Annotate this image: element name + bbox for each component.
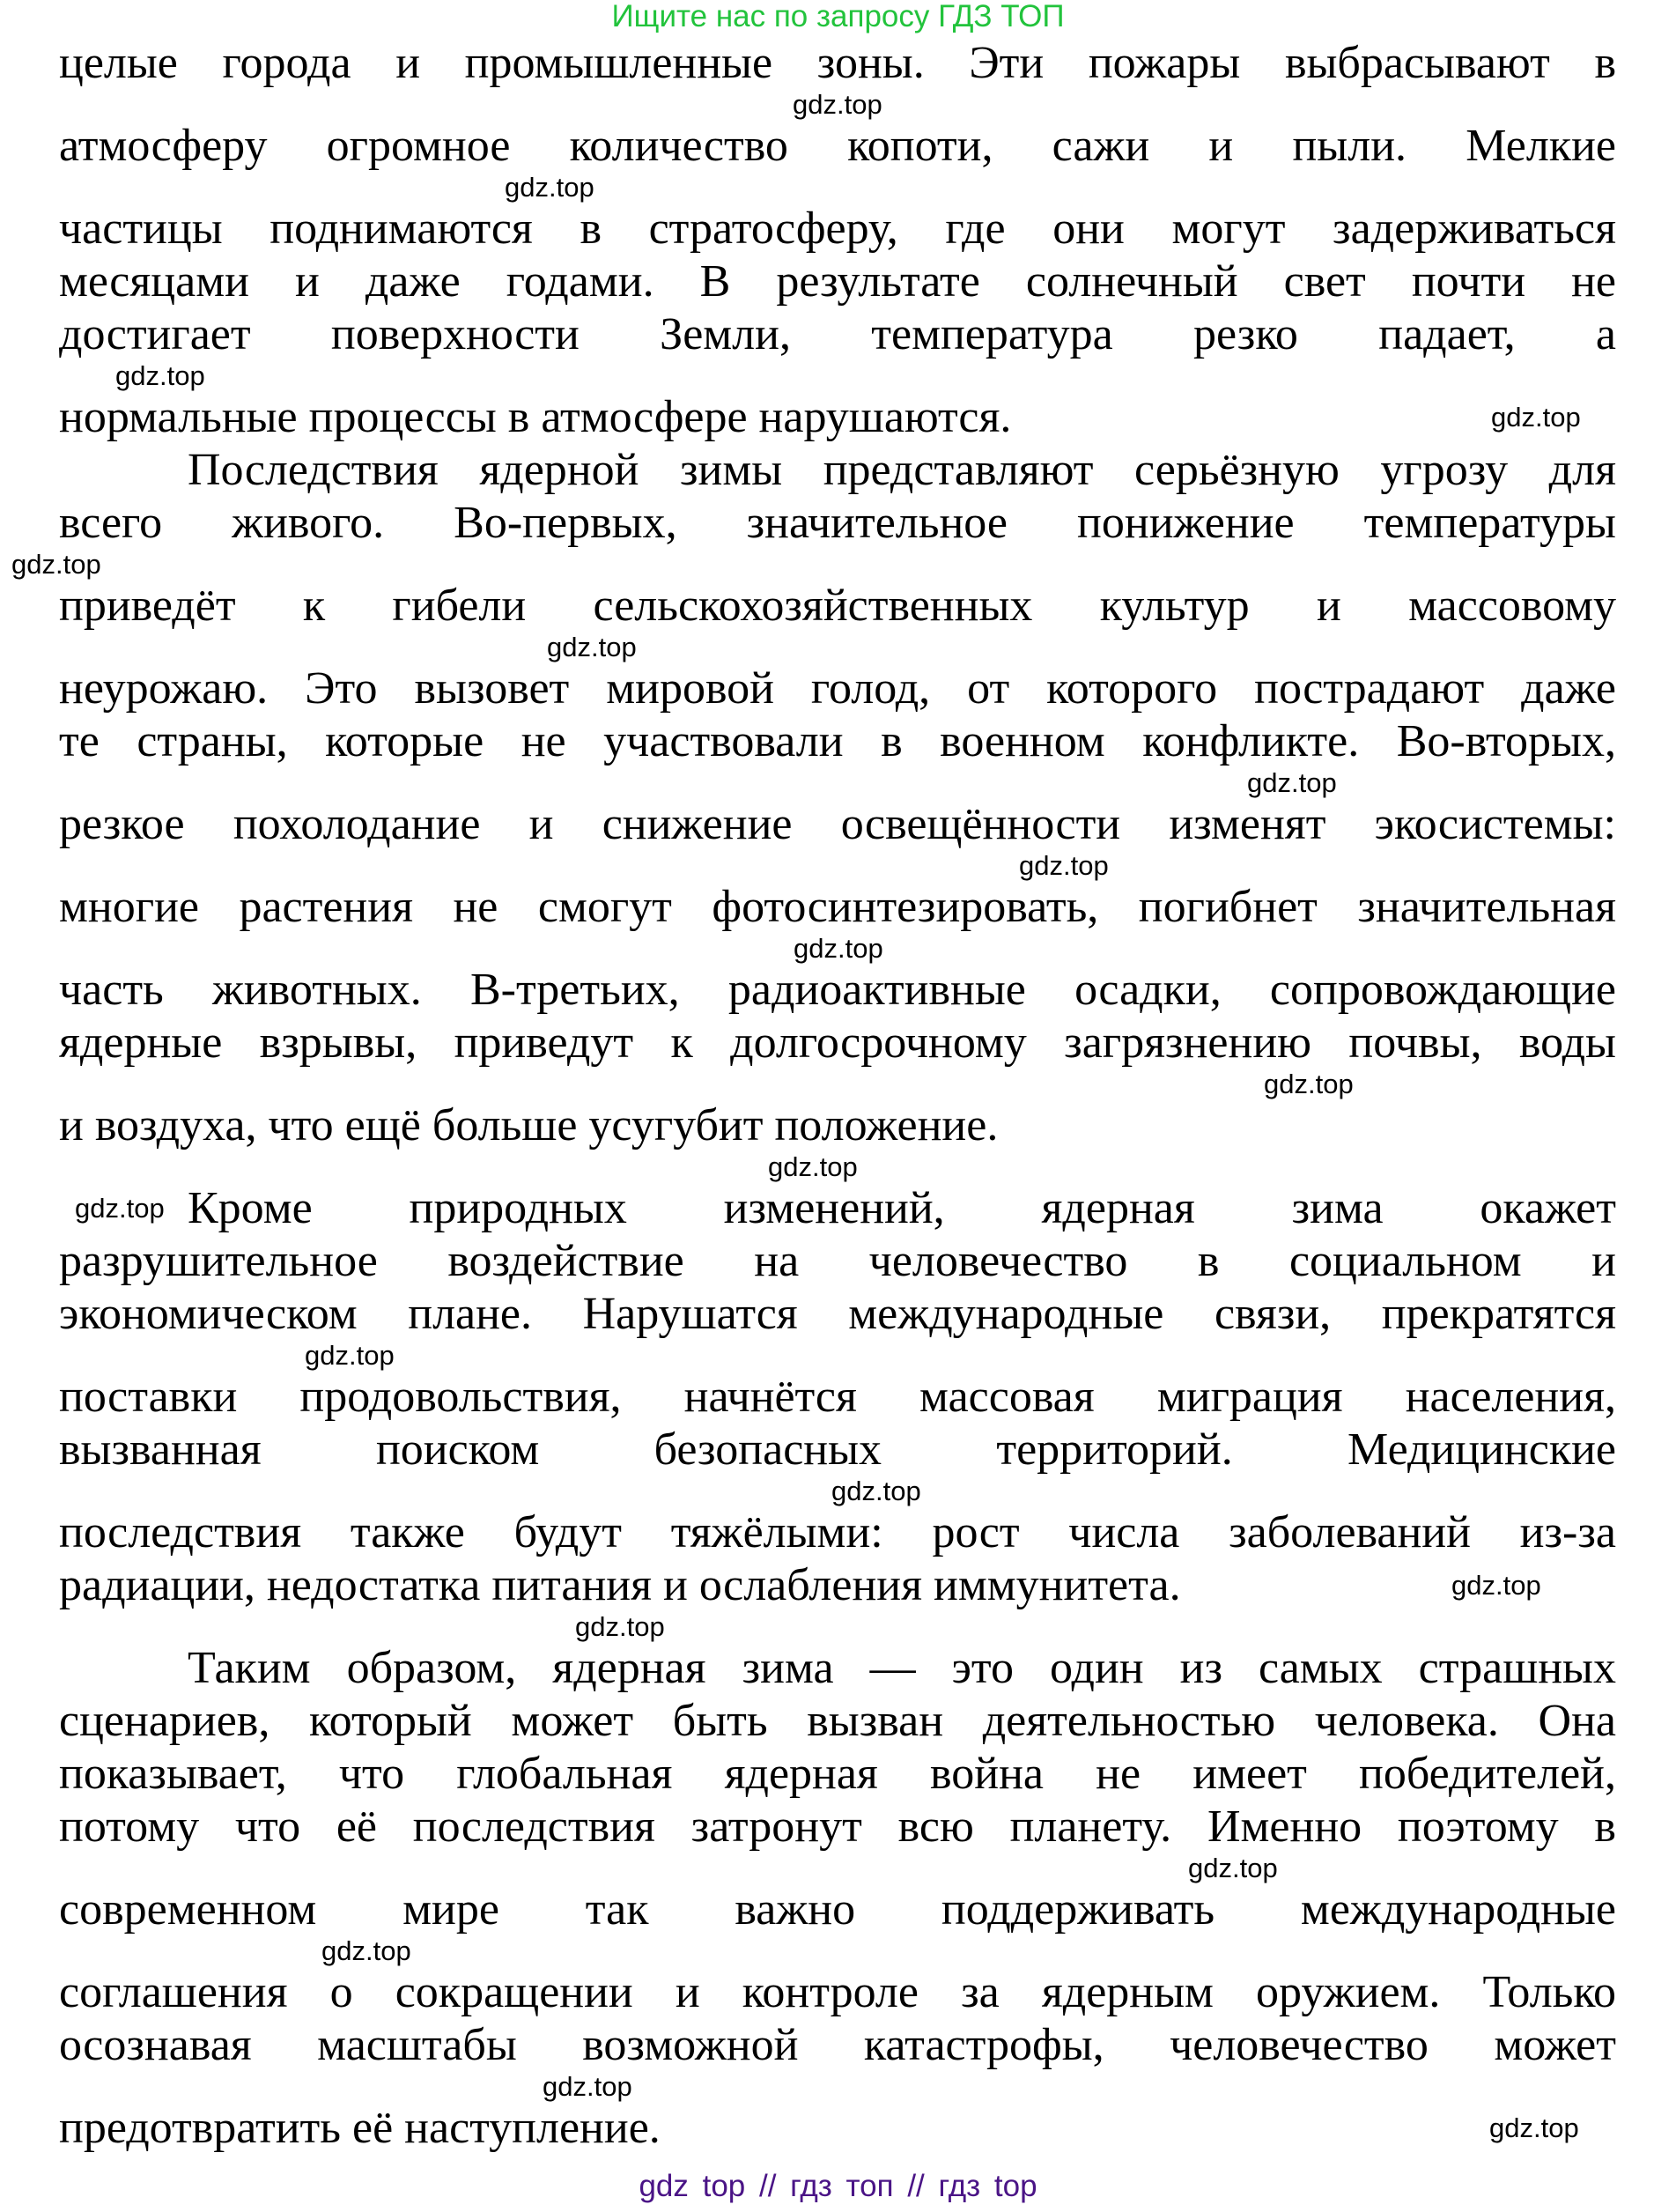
text-line-content: часть животных. В-третьих, радиоактивные осадки, сопровождающие [59, 965, 1616, 1015]
text-line [59, 1506, 1616, 1559]
watermark: gdz.top [547, 632, 637, 662]
watermark: gdz.top [305, 1340, 395, 1371]
text-line-content: всего живого. Во-первых, значительное понижение температуры [59, 498, 1616, 548]
text-line [59, 715, 1616, 768]
watermark: gdz.top [11, 549, 101, 580]
text-line-content: показывает, что глобальная ядерная война не имеет победителей, [59, 1749, 1616, 1799]
text-line [59, 881, 1616, 934]
footer-links[interactable]: gdz top // гдз топ // гдз top [639, 2169, 1037, 2203]
watermark: gdz.top [1019, 850, 1109, 881]
text-line [59, 203, 1616, 255]
watermark: gdz.top [1264, 1069, 1354, 1099]
text-line-content: осознавая масштабы возможной катастрофы, человечество может [59, 2020, 1616, 2070]
text-line [59, 662, 1616, 715]
text-line-content: ядерные взрывы, приведут к долгосрочному загрязнению почвы, воды [59, 1017, 1616, 1068]
text-line-content: экономическом плане. Нарушатся международные связи, прекратятся [59, 1289, 1616, 1339]
text-line-content: месяцами и даже годами. В результате солнечный свет почти не [59, 256, 1616, 307]
watermark-row [59, 1476, 1616, 1506]
document-body [11, 37, 1616, 2155]
text-line-content: Последствия ядерной зимы представляют серьёзную угрозу для [188, 445, 1616, 495]
watermark: gdz.top [1188, 1853, 1278, 1883]
watermark: gdz.top [793, 89, 882, 120]
text-line [59, 120, 1616, 173]
watermark: gdz.top [75, 1193, 165, 1224]
watermark: gdz.top [575, 1611, 665, 1642]
text-line [59, 1371, 1616, 1424]
watermark-row [59, 90, 1616, 120]
watermark-row [59, 1069, 1616, 1099]
text-line [59, 391, 1616, 444]
text-line-content: вызванная поиском безопасных территорий. Медицинские [59, 1424, 1616, 1475]
text-line [59, 2102, 1616, 2155]
text-line-content: многие растения не смогут фотосинтезировать, погибнет значительная [59, 882, 1616, 932]
watermark-row [59, 1853, 1616, 1883]
watermark: gdz.top [1491, 402, 1581, 433]
text-line [59, 1748, 1616, 1801]
text-line [59, 964, 1616, 1017]
text-line [59, 497, 1616, 550]
watermark: gdz.top [794, 933, 883, 964]
text-line-content: целые города и промышленные зоны. Эти пожары выбрасывают в [59, 38, 1616, 88]
text-line-content: Таким образом, ядерная зима — это один из самых страшных [188, 1643, 1616, 1693]
watermark: gdz.top [768, 1151, 858, 1182]
text-line [59, 444, 1616, 497]
text-line-content: атмосферу огромное количество копоти, сажи и пыли. Мелкие [59, 121, 1616, 171]
text-line-content: неурожаю. Это вызовет мировой голод, от которого пострадают даже [59, 663, 1616, 714]
text-line [59, 1424, 1616, 1476]
watermark: gdz.top [831, 1476, 921, 1506]
text-line [59, 1099, 1616, 1152]
text-line-content: потому что её последствия затронут всю планету. Именно поэтому в [59, 1801, 1616, 1852]
text-line-content: Кроме природных изменений, ядерная зима окажет [188, 1183, 1616, 1233]
text-line-content: современном мире так важно поддерживать международные [59, 1884, 1616, 1935]
watermark-row [11, 549, 1616, 580]
watermark: gdz.top [321, 1935, 411, 1966]
watermark: gdz.top [115, 360, 205, 391]
text-line-content: сценариев, который может быть вызван деятельностью человека. Она [59, 1696, 1616, 1746]
text-line-content: соглашения о сокращении и контроле за ядерным оружием. Только [59, 1967, 1616, 2017]
text-line [59, 798, 1616, 851]
text-line-content: поставки продовольствия, начнётся массовая миграция населения, [59, 1372, 1616, 1422]
watermark-row [59, 2072, 1616, 2102]
text-line [59, 580, 1616, 633]
text-line-content: приведёт к гибели сельскохозяйственных культур и массовому [59, 581, 1616, 631]
text-line [59, 1559, 1616, 1612]
text-line-content: предотвратить её наступление. [59, 2103, 661, 2153]
watermark-row [59, 633, 1616, 662]
text-line [59, 1966, 1616, 2019]
watermark: gdz.top [1451, 1570, 1541, 1601]
watermark: gdz.top [1489, 2112, 1579, 2143]
text-line-content: и воздуха, что ещё больше усугубит положение. [59, 1100, 999, 1150]
watermark: gdz.top [505, 172, 594, 203]
text-line [59, 2019, 1616, 2072]
text-line-content: те страны, которые не участвовали в военном конфликте. Во-вторых, [59, 716, 1616, 766]
watermark-row [59, 1612, 1616, 1642]
watermark-row [59, 851, 1616, 881]
search-banner: Ищите нас по запросу ГДЗ ТОП [611, 0, 1065, 33]
text-line-content: частицы поднимаются в стратосферу, где они могут задерживаться [59, 203, 1616, 254]
text-line [59, 1883, 1616, 1936]
watermark-row [59, 768, 1616, 798]
watermark: gdz.top [1247, 767, 1337, 798]
text-line-content: радиации, недостатка питания и ослабления иммунитета. [59, 1560, 1181, 1610]
watermark-row [59, 1936, 1616, 1966]
text-line [59, 255, 1616, 308]
text-line-content: последствия также будут тяжёлыми: рост числа заболеваний из-за [59, 1507, 1616, 1557]
text-line [59, 1288, 1616, 1341]
text-line [59, 1695, 1616, 1748]
text-line [59, 1801, 1616, 1853]
watermark: gdz.top [543, 2071, 632, 2102]
watermark-row [59, 1341, 1616, 1371]
watermark-row [59, 934, 1616, 964]
text-line-content: нормальные процессы в атмосфере нарушаются. [59, 392, 1012, 442]
text-line [59, 1182, 1616, 1235]
text-line [59, 1017, 1616, 1069]
text-line [59, 37, 1616, 90]
watermark-row [59, 173, 1616, 203]
text-line [59, 1235, 1616, 1288]
text-line-content: достигает поверхности Земли, температура резко падает, а [59, 309, 1616, 359]
text-line [59, 1642, 1616, 1695]
text-line-content: разрушительное воздействие на человечество в социальном и [59, 1236, 1616, 1286]
text-line-content: резкое похолодание и снижение освещённости изменят экосистемы: [59, 799, 1616, 849]
watermark-row [59, 1152, 1616, 1182]
text-line [59, 308, 1616, 361]
watermark-row [59, 361, 1616, 391]
